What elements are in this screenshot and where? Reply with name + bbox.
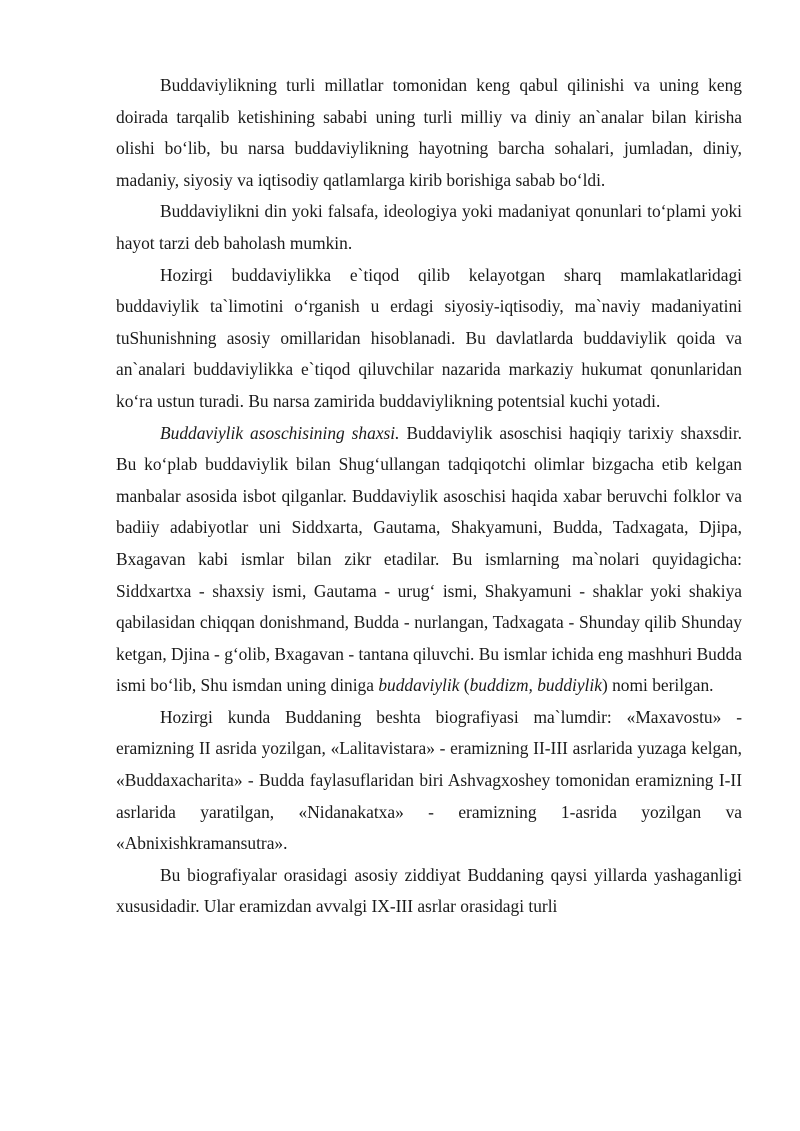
paragraph-4-text-b: (: [459, 675, 470, 696]
paragraph-4-text-c: ) nomi berilgan.: [601, 675, 714, 696]
paragraph-4-text-a: Buddaviylik asoschisi haqiqiy tarixiy shaxsdir. Bu ko‘plab buddaviylik bilan Shug‘ullangan tadqiqotchi olimlar bizgacha etib kelgan manbalar asosida isbot qilganlar. Buddaviylik asoschisi haqida xabar beruvchi folklor va badiiy adabiyotlar uni Siddxarta, Gautama, Shakyamuni, Budda, Tadxagata, Djipa, Bxagavan kabi ismlar bilan zikr etadilar. Bu ismlarning ma`nolari quyidagicha: Siddxartxa - shaxsiy ismi, Gautama - urug‘ ismi, Shakyamuni - shaklar yoki shakiya qabilasidan chiqqan donishmand, Budda - nurlangan, Tadxagata - Shunday qilib Shunday ketgan, Djina - g‘olib, Bxagavan - tantana qiluvchi. Bu ismlar ichida eng mashhuri Budda ismi bo‘lib, Shu ismdan uning diniga: [116, 422, 742, 696]
paragraph-6: Bu biografiyalar orasidagi asosiy ziddiyat Buddaning qaysi yillarda yashaganligi xususidadir. Ular eramizdan avvalgi IX-III asrlar orasidagi turli: [116, 864, 742, 917]
paragraph-4: [116, 418, 742, 702]
paragraph-3: Hozirgi buddaviylikka e`tiqod qilib kelayotgan sharq mamlakatlaridagi buddaviylik ta`limotini o‘rganish u erdagi siyosiy-iqtisodiy, ma`naviy madaniyatini tuShunishning asosiy omillaridan hisoblanadi. Bu davlatlarda buddaviylik qoida va an`analari buddaviylikka e`tiqod qiluvchilar nazarida markaziy hukumat qonunlaridan ko‘ra ustun turadi. Bu narsa zamirida buddaviylikning potentsial kuchi yotadi.: [116, 264, 742, 411]
document-page: [116, 70, 742, 923]
paragraph-1: Buddaviylikning turli millatlar tomonidan keng qabul qilinishi va uning keng doirada tarqalib ketishining sababi uning turli milliy va diniy an`analar bilan kirisha olishi bo‘lib, bu narsa buddaviylikning hayotning barcha sohalari, jumladan, diniy, madaniy, siyosiy va iqtisodiy qatlamlarga kirib borishiga sabab bo‘ldi.: [116, 75, 742, 190]
italic-term-buddizm: buddizm, buddiylik: [469, 675, 602, 696]
paragraph-5: Hozirgi kunda Buddaning beshta biografiyasi ma`lumdir: «Maxavostu» - eramizning II asrida yozilgan, «Lalitavistara» - eramizning II-III asrlarida yuzaga kelgan, «Buddaxacharita» - Budda faylasuflaridan biri Ashvagxoshey tomonidan eramizning I-II asrlarida yaratilgan, «Nidanakatxa» - eramizning 1-asrida yozilgan va «Abnixishkramansutra».: [116, 706, 742, 854]
italic-term-buddaviylik: buddaviylik: [378, 675, 460, 696]
section-heading-italic: Buddaviylik asoschisining shaxsi.: [160, 422, 400, 443]
paragraph-2: Buddaviylikni din yoki falsafa, ideologiya yoki madaniyat qonunlari to‘plami yoki hayot tarzi deb baholash mumkin.: [116, 201, 742, 253]
